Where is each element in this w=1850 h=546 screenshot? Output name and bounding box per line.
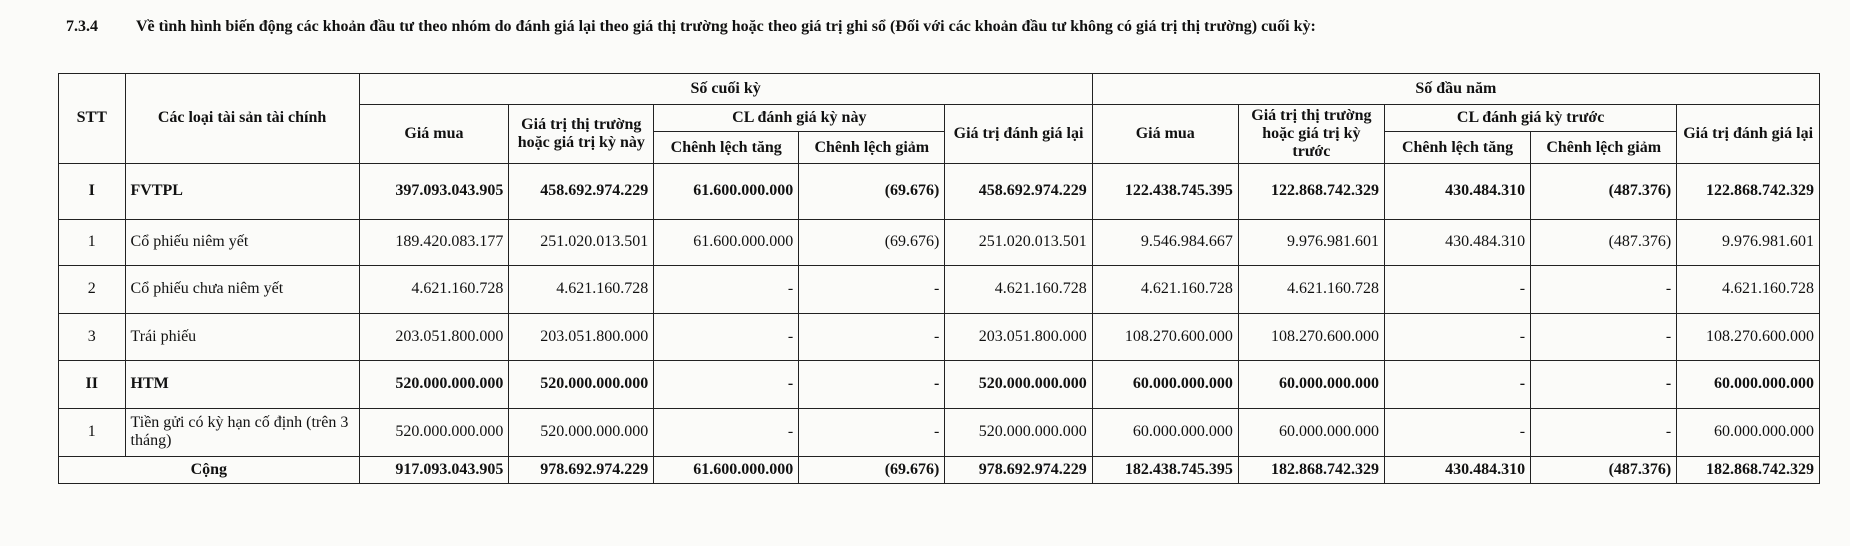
table-row xyxy=(59,265,1820,313)
row-value-cell: 4.621.160.728 xyxy=(1238,265,1384,313)
row-value-cell: - xyxy=(1531,360,1677,408)
row-value-cell: - xyxy=(654,313,799,360)
row-value-cell: 458.692.974.229 xyxy=(509,163,654,219)
row-value-cell: 430.484.310 xyxy=(1384,219,1530,265)
row-value-cell: 4.621.160.728 xyxy=(1092,265,1238,313)
total-value-cell: 430.484.310 xyxy=(1384,456,1530,483)
row-value-cell: (487.376) xyxy=(1531,163,1677,219)
row-value-cell: 520.000.000.000 xyxy=(359,408,509,456)
row-value-cell: - xyxy=(1384,313,1530,360)
row-value-cell: (69.676) xyxy=(799,219,945,265)
row-value-cell: 9.976.981.601 xyxy=(1677,219,1820,265)
row-value-cell: 108.270.600.000 xyxy=(1677,313,1820,360)
total-value-cell: (69.676) xyxy=(799,456,945,483)
total-value-cell: 61.600.000.000 xyxy=(654,456,799,483)
total-value-cell: 182.868.742.329 xyxy=(1677,456,1820,483)
header-group-beginning-year: Số đầu năm xyxy=(1092,74,1819,105)
row-value-cell: 60.000.000.000 xyxy=(1092,408,1238,456)
row-value-cell: 520.000.000.000 xyxy=(945,360,1092,408)
header-end-decrease: Chênh lệch giảm xyxy=(799,132,945,163)
row-asset-name: Cổ phiếu niêm yết xyxy=(125,219,359,265)
row-stt: II xyxy=(59,360,126,408)
investment-revaluation-table xyxy=(58,73,1820,484)
header-end-revalued-value: Giá trị đánh giá lại xyxy=(945,105,1092,164)
table-row xyxy=(59,219,1820,265)
row-value-cell: - xyxy=(1384,265,1530,313)
row-stt: 1 xyxy=(59,408,126,456)
row-value-cell: 458.692.974.229 xyxy=(945,163,1092,219)
header-group-end-period: Số cuối kỳ xyxy=(359,74,1092,105)
row-value-cell: - xyxy=(654,265,799,313)
header-begin-decrease: Chênh lệch giảm xyxy=(1531,132,1677,163)
row-asset-name: HTM xyxy=(125,360,359,408)
header-asset-type: Các loại tài sản tài chính xyxy=(125,74,359,164)
row-value-cell: 4.621.160.728 xyxy=(359,265,509,313)
row-value-cell: - xyxy=(1531,265,1677,313)
row-value-cell: 60.000.000.000 xyxy=(1238,360,1384,408)
header-end-increase: Chênh lệch tăng xyxy=(654,132,799,163)
row-value-cell: 4.621.160.728 xyxy=(509,265,654,313)
row-value-cell: (487.376) xyxy=(1531,219,1677,265)
row-value-cell: 520.000.000.000 xyxy=(359,360,509,408)
section-number: 7.3.4 xyxy=(66,18,98,35)
row-asset-name: Tiền gửi có kỳ hạn cố định (trên 3 tháng) xyxy=(125,408,359,456)
row-stt: 3 xyxy=(59,313,126,360)
row-stt: 2 xyxy=(59,265,126,313)
row-value-cell: 203.051.800.000 xyxy=(359,313,509,360)
row-value-cell: 203.051.800.000 xyxy=(509,313,654,360)
row-value-cell: 108.270.600.000 xyxy=(1238,313,1384,360)
row-value-cell: 189.420.083.177 xyxy=(359,219,509,265)
row-asset-name: FVTPL xyxy=(125,163,359,219)
row-value-cell: 122.438.745.395 xyxy=(1092,163,1238,219)
total-value-cell: 182.438.745.395 xyxy=(1092,456,1238,483)
row-asset-name: Cổ phiếu chưa niêm yết xyxy=(125,265,359,313)
row-value-cell: 520.000.000.000 xyxy=(509,360,654,408)
row-value-cell: - xyxy=(654,408,799,456)
table-row xyxy=(59,163,1820,219)
row-value-cell: 61.600.000.000 xyxy=(654,219,799,265)
header-end-revaluation-diff: CL đánh giá kỳ này xyxy=(654,105,945,132)
table-row xyxy=(59,360,1820,408)
row-value-cell: - xyxy=(799,265,945,313)
row-value-cell: (69.676) xyxy=(799,163,945,219)
total-value-cell: 182.868.742.329 xyxy=(1238,456,1384,483)
row-stt: I xyxy=(59,163,126,219)
total-value-cell: 978.692.974.229 xyxy=(509,456,654,483)
total-value-cell: 917.093.043.905 xyxy=(359,456,509,483)
row-value-cell: - xyxy=(799,313,945,360)
row-value-cell: 122.868.742.329 xyxy=(1677,163,1820,219)
section-title: Về tình hình biến động các khoản đầu tư theo nhóm do đánh giá lại theo giá thị trường hoặc theo giá trị ghi sổ (Đối với các khoản đầu tư không có giá trị thị trường) cuối kỳ: xyxy=(136,18,1316,35)
header-stt: STT xyxy=(59,74,126,164)
total-label: Cộng xyxy=(59,456,360,483)
row-value-cell: - xyxy=(1384,360,1530,408)
row-value-cell: 4.621.160.728 xyxy=(945,265,1092,313)
header-end-purchase-price: Giá mua xyxy=(359,105,509,164)
row-value-cell: - xyxy=(799,360,945,408)
header-begin-purchase-price: Giá mua xyxy=(1092,105,1238,164)
row-value-cell: 60.000.000.000 xyxy=(1092,360,1238,408)
row-value-cell: 9.546.984.667 xyxy=(1092,219,1238,265)
row-value-cell: 60.000.000.000 xyxy=(1677,360,1820,408)
row-value-cell: 122.868.742.329 xyxy=(1238,163,1384,219)
total-row xyxy=(59,456,1820,483)
header-begin-revaluation-diff: CL đánh giá kỳ trước xyxy=(1384,105,1676,132)
header-begin-market-value: Giá trị thị trường hoặc giá trị kỳ trước xyxy=(1238,105,1384,164)
row-value-cell: 108.270.600.000 xyxy=(1092,313,1238,360)
table-row xyxy=(59,408,1820,456)
row-asset-name: Trái phiếu xyxy=(125,313,359,360)
row-value-cell: 397.093.043.905 xyxy=(359,163,509,219)
row-stt: 1 xyxy=(59,219,126,265)
header-end-market-value: Giá trị thị trường hoặc giá trị kỳ này xyxy=(509,105,654,164)
row-value-cell: 203.051.800.000 xyxy=(945,313,1092,360)
row-value-cell: 520.000.000.000 xyxy=(509,408,654,456)
row-value-cell: 251.020.013.501 xyxy=(509,219,654,265)
total-value-cell: 978.692.974.229 xyxy=(945,456,1092,483)
row-value-cell: 60.000.000.000 xyxy=(1238,408,1384,456)
section-heading xyxy=(66,18,1316,36)
row-value-cell: 60.000.000.000 xyxy=(1677,408,1820,456)
row-value-cell: - xyxy=(1531,313,1677,360)
row-value-cell: 251.020.013.501 xyxy=(945,219,1092,265)
row-value-cell: 9.976.981.601 xyxy=(1238,219,1384,265)
row-value-cell: - xyxy=(799,408,945,456)
header-begin-revalued-value: Giá trị đánh giá lại xyxy=(1677,105,1820,164)
row-value-cell: 4.621.160.728 xyxy=(1677,265,1820,313)
row-value-cell: 520.000.000.000 xyxy=(945,408,1092,456)
row-value-cell: - xyxy=(1384,408,1530,456)
header-begin-increase: Chênh lệch tăng xyxy=(1384,132,1530,163)
table-row xyxy=(59,313,1820,360)
row-value-cell: 430.484.310 xyxy=(1384,163,1530,219)
row-value-cell: - xyxy=(1531,408,1677,456)
total-value-cell: (487.376) xyxy=(1531,456,1677,483)
row-value-cell: 61.600.000.000 xyxy=(654,163,799,219)
row-value-cell: - xyxy=(654,360,799,408)
